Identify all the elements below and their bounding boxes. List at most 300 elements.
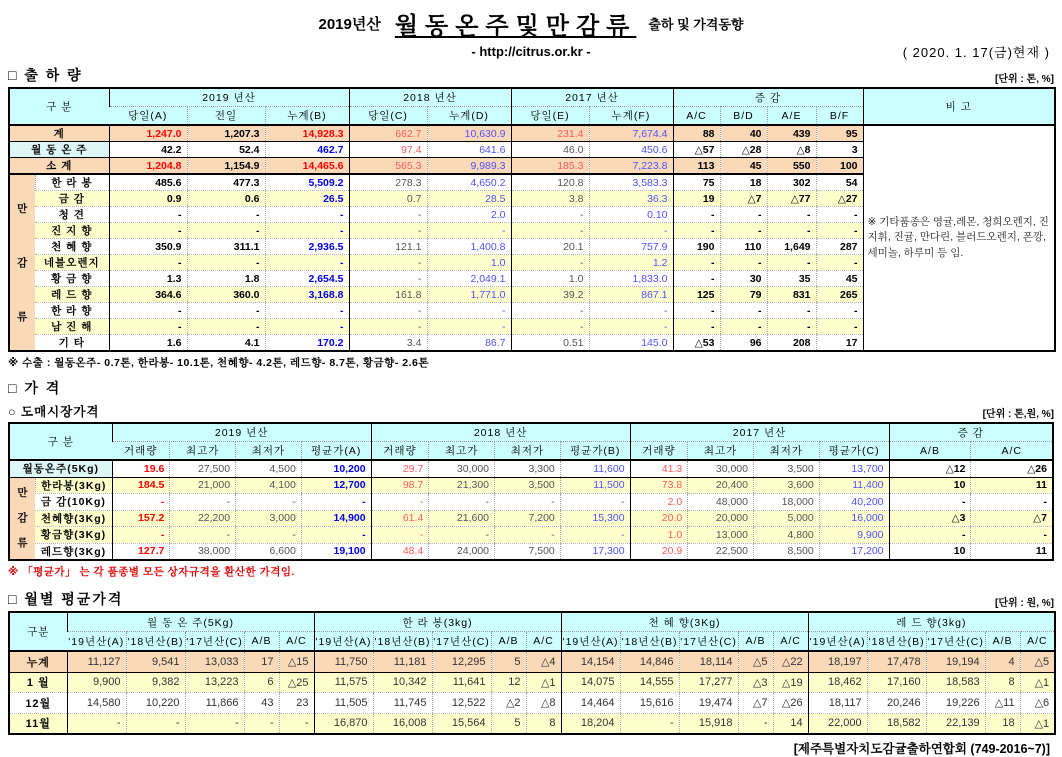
cell: △27: [816, 191, 863, 207]
header-cell: 평균가(B): [560, 442, 630, 461]
header-cell: 거래량: [371, 442, 429, 461]
cell: -: [971, 527, 1053, 544]
cell: 1,204.8: [109, 158, 187, 175]
header-cell: A/C: [1020, 632, 1055, 652]
cell: 11,181: [373, 651, 432, 672]
header-cell: A/C: [279, 632, 314, 652]
cell: 18,117: [808, 693, 867, 714]
cell: 35: [767, 271, 816, 287]
cell: -: [109, 207, 187, 223]
cell: 0.6: [187, 191, 265, 207]
cell: 10,220: [126, 693, 185, 714]
cell: 1.0: [511, 271, 589, 287]
cell: 45: [720, 158, 767, 175]
cell: -: [265, 223, 349, 239]
cell: 157.2: [112, 510, 170, 527]
cell: -: [511, 303, 589, 319]
site-url[interactable]: - http://citrus.or.kr -: [471, 44, 591, 59]
cell: -: [109, 223, 187, 239]
wholesale-price-table: [8, 422, 1054, 561]
cell: 5: [491, 713, 526, 734]
cell: 2,654.5: [265, 271, 349, 287]
monthly-unit-label: [단위 : 원, %]: [995, 598, 1054, 609]
header-cell: '19년산(A): [67, 632, 126, 652]
cell: 3,500: [495, 477, 561, 494]
cell: 19,100: [301, 543, 371, 560]
cell: 9,989.3: [427, 158, 511, 175]
cell: 52.4: [187, 142, 265, 158]
row-label: 레 드 향: [35, 287, 109, 303]
cell: 42.2: [109, 142, 187, 158]
header-cell: '19년산(A): [561, 632, 620, 652]
cell: △1: [1020, 713, 1055, 734]
cell: 22,000: [808, 713, 867, 734]
row-label: 네블오렌지: [35, 255, 109, 271]
cell: 21,000: [170, 477, 236, 494]
cell: -: [816, 303, 863, 319]
cell: 1.6: [109, 335, 187, 352]
cell: 48,000: [688, 494, 754, 511]
cell: 17,160: [867, 672, 926, 693]
header-cell: 최고가: [170, 442, 236, 461]
cell: 3: [816, 142, 863, 158]
row-label: 레드향(3Kg): [35, 543, 112, 560]
row-label: 황금향(3Kg): [35, 527, 112, 544]
header-cell: '17년산(C): [432, 632, 491, 652]
cell: -: [673, 319, 720, 335]
cell: 9,900: [67, 672, 126, 693]
cell: 3.4: [349, 335, 427, 352]
header-cell: 레 드 향(3kg): [808, 612, 1055, 632]
cell: 11: [971, 543, 1053, 560]
header-cell: 누계(F): [589, 107, 673, 126]
cell: 1,247.0: [109, 125, 187, 142]
header-cell: B/D: [720, 107, 767, 126]
cell: -: [185, 713, 244, 734]
shipment-unit-label: [단위 : 톤, %]: [995, 74, 1054, 85]
header-cell: 평균가(A): [301, 442, 371, 461]
cell: 38,000: [170, 543, 236, 560]
cell: △12: [889, 460, 971, 477]
cell: -: [816, 255, 863, 271]
cell: 11,500: [560, 477, 630, 494]
header-cell: 전일: [187, 107, 265, 126]
cell: △8: [526, 693, 561, 714]
header-cell: 최저가: [236, 442, 302, 461]
cell: 30,000: [688, 460, 754, 477]
cell: 86.7: [427, 335, 511, 352]
cell: -: [560, 527, 630, 544]
cell: -: [112, 494, 170, 511]
cell: 18,197: [808, 651, 867, 672]
cell: 18,583: [926, 672, 985, 693]
cell: -: [187, 303, 265, 319]
cell: 439: [767, 125, 816, 142]
cell: 21,300: [429, 477, 495, 494]
cell: 19.6: [112, 460, 170, 477]
cell: 125: [673, 287, 720, 303]
cell: 8,500: [753, 543, 819, 560]
cell: 5,509.2: [265, 174, 349, 191]
header-cell: A/B: [244, 632, 279, 652]
cell: 43: [244, 693, 279, 714]
cell: 14,465.6: [265, 158, 349, 175]
header-cell: '19년산(A): [808, 632, 867, 652]
cell: 10,630.9: [427, 125, 511, 142]
cell: 40: [720, 125, 767, 142]
header-cell: A/B: [491, 632, 526, 652]
cell: 18: [720, 174, 767, 191]
remark-cell: ※ 기타품종은 영귤,레몬, 청희오렌지, 진지휘, 진귤, 만다린, 블러드오렌지, 폰깡,세미놀, 하루미 등 임.: [863, 125, 1055, 351]
header-cell: A/E: [767, 107, 816, 126]
cell: 120.8: [511, 174, 589, 191]
row-label: 소 계: [9, 158, 109, 175]
cell: 13,000: [688, 527, 754, 544]
cell: △7: [971, 510, 1053, 527]
cell: 22,139: [926, 713, 985, 734]
header-cell: '17년산(C): [185, 632, 244, 652]
row-label: 기 타: [35, 335, 109, 352]
cell: 11,750: [314, 651, 373, 672]
cell: 18,582: [867, 713, 926, 734]
cell: 3,600: [753, 477, 819, 494]
cell: 19: [673, 191, 720, 207]
cell: 18,000: [753, 494, 819, 511]
header-cell: 2017 년산: [511, 88, 673, 107]
cell: 4,650.2: [427, 174, 511, 191]
cell: -: [767, 207, 816, 223]
shipment-table: [8, 87, 1056, 352]
cell: △25: [279, 672, 314, 693]
cell: 48.4: [371, 543, 429, 560]
cell: 28.5: [427, 191, 511, 207]
cell: △3: [738, 672, 773, 693]
cell: 7,200: [495, 510, 561, 527]
cell: -: [67, 713, 126, 734]
header-cell: 2018 년산: [371, 423, 630, 442]
cell: 11,641: [432, 672, 491, 693]
cell: -: [187, 207, 265, 223]
cell: 831: [767, 287, 816, 303]
cell: 1.0: [427, 255, 511, 271]
cell: 265: [816, 287, 863, 303]
cell: -: [816, 207, 863, 223]
cell: -: [720, 207, 767, 223]
cell: 2.0: [630, 494, 688, 511]
cell: -: [495, 527, 561, 544]
row-label: 남 진 해: [35, 319, 109, 335]
cell: 20,400: [688, 477, 754, 494]
cell: 14,846: [620, 651, 679, 672]
cell: 12,295: [432, 651, 491, 672]
cell: 11,127: [67, 651, 126, 672]
cell: 1.3: [109, 271, 187, 287]
cell: 10: [889, 477, 971, 494]
header-cell: '18년산(B): [867, 632, 926, 652]
cell: 9,900: [819, 527, 889, 544]
cell: 3,300: [495, 460, 561, 477]
header-cell: '18년산(B): [126, 632, 185, 652]
cell: -: [511, 319, 589, 335]
cell: -: [767, 319, 816, 335]
cell: 46.0: [511, 142, 589, 158]
cell: 350.9: [109, 239, 187, 255]
cell: △19: [773, 672, 808, 693]
cell: 95: [816, 125, 863, 142]
cell: -: [495, 494, 561, 511]
cell: -: [720, 319, 767, 335]
avg-price-note: ※ 「평균가」 는 각 품종별 모든 상자규격을 환산한 가격임.: [8, 566, 295, 578]
cell: 14,928.3: [265, 125, 349, 142]
cell: △1: [526, 672, 561, 693]
title-main: 월동온주및만감류: [394, 12, 637, 40]
cell: 4,800: [753, 527, 819, 544]
cell: -: [265, 319, 349, 335]
row-label: 한 라 봉: [35, 174, 109, 191]
cell: △8: [767, 142, 816, 158]
cell: 3,583.3: [589, 174, 673, 191]
cell: 11: [971, 477, 1053, 494]
header-cell: '19년산(A): [314, 632, 373, 652]
cell: △53: [673, 335, 720, 352]
cell: 462.7: [265, 142, 349, 158]
cell: -: [720, 223, 767, 239]
cell: 20.0: [630, 510, 688, 527]
cell: -: [427, 223, 511, 239]
cell: 17: [816, 335, 863, 352]
cell: -: [112, 527, 170, 544]
cell: 4,100: [236, 477, 302, 494]
cell: △15: [279, 651, 314, 672]
cell: -: [427, 303, 511, 319]
header-cell: 2019 년산: [112, 423, 371, 442]
cell: -: [265, 207, 349, 223]
cell: 15,918: [679, 713, 738, 734]
header-cell: 최고가: [429, 442, 495, 461]
header-cell: 거래량: [112, 442, 170, 461]
cell: 19,474: [679, 693, 738, 714]
cell: 18: [985, 713, 1020, 734]
header-cell: 월 동 온 주(5Kg): [67, 612, 314, 632]
header-cell: 한 라 봉(3kg): [314, 612, 561, 632]
cell: △7: [720, 191, 767, 207]
cell: 11,400: [819, 477, 889, 494]
cell: 61.4: [371, 510, 429, 527]
footer-org: [제주특별자치도감귤출하연합회 (749-2016~7)]: [793, 742, 1050, 756]
cell: 19,226: [926, 693, 985, 714]
cell: -: [244, 713, 279, 734]
cell: 15,616: [620, 693, 679, 714]
header-cell: B/F: [816, 107, 863, 126]
cell: 17,300: [560, 543, 630, 560]
cell: -: [427, 319, 511, 335]
export-note: ※ 수출 : 월동온주- 0.7톤, 한라봉- 10.1톤, 천혜향- 4.2톤, 레드향- 8.7톤, 황금향- 2.6톤: [8, 357, 429, 369]
cell: -: [279, 713, 314, 734]
cell: 17: [244, 651, 279, 672]
cell: 2,049.1: [427, 271, 511, 287]
cell: △6: [1020, 693, 1055, 714]
cell: 662.7: [349, 125, 427, 142]
row-label: 한 라 향: [35, 303, 109, 319]
cell: 0.51: [511, 335, 589, 352]
cell: 10,342: [373, 672, 432, 693]
cell: 73.8: [630, 477, 688, 494]
cell: 145.0: [589, 335, 673, 352]
header-cell: 2018 년산: [349, 88, 511, 107]
header-cell: 최고가: [688, 442, 754, 461]
row-label: 한라봉(3Kg): [35, 477, 112, 494]
title-year: 2019년산: [318, 16, 381, 33]
cell: 10: [889, 543, 971, 560]
header-cell: 증 감: [889, 423, 1053, 442]
header-cell: 평균가(C): [819, 442, 889, 461]
cell: 1,207.3: [187, 125, 265, 142]
header-cell: A/B: [738, 632, 773, 652]
header-cell: 최저가: [495, 442, 561, 461]
cell: 185.3: [511, 158, 589, 175]
cell: 8: [526, 713, 561, 734]
cell: -: [349, 223, 427, 239]
cell: 0.7: [349, 191, 427, 207]
cell: 16,000: [819, 510, 889, 527]
monthly-average-price-table: [8, 611, 1056, 735]
header-cell: 구 분: [9, 88, 109, 125]
cell: 2,936.5: [265, 239, 349, 255]
row-label: 누계: [9, 651, 67, 672]
cell: 7,223.8: [589, 158, 673, 175]
cell: -: [673, 271, 720, 287]
cell: 550: [767, 158, 816, 175]
header-cell: 천 혜 향(3Kg): [561, 612, 808, 632]
cell: 18,114: [679, 651, 738, 672]
title-subtitle: 출하 및 가격동향: [648, 17, 744, 32]
cell: -: [349, 207, 427, 223]
cell: 4.1: [187, 335, 265, 352]
row-label: 계: [9, 125, 109, 142]
cell: -: [673, 223, 720, 239]
cell: 5: [491, 651, 526, 672]
cell: -: [971, 494, 1053, 511]
cell: 9,541: [126, 651, 185, 672]
cell: -: [265, 255, 349, 271]
row-label: 금 감(10Kg): [35, 494, 112, 511]
cell: 40,200: [819, 494, 889, 511]
cell: -: [767, 255, 816, 271]
cell: -: [511, 207, 589, 223]
cell: 278.3: [349, 174, 427, 191]
cell: △4: [526, 651, 561, 672]
row-label: 1 월: [9, 672, 67, 693]
cell: 9,382: [126, 672, 185, 693]
cell: 88: [673, 125, 720, 142]
row-label: 황 금 향: [35, 271, 109, 287]
cell: 3,500: [753, 460, 819, 477]
row-label: 청 견: [35, 207, 109, 223]
cell: 0.10: [589, 207, 673, 223]
cell: △28: [720, 142, 767, 158]
cell: △3: [889, 510, 971, 527]
cell: -: [170, 527, 236, 544]
cell: 14: [773, 713, 808, 734]
cell: 477.3: [187, 174, 265, 191]
header-cell: 2019 년산: [109, 88, 349, 107]
cell: 16,870: [314, 713, 373, 734]
cell: 11,600: [560, 460, 630, 477]
row-label: 월 동 온 주: [9, 142, 109, 158]
header-cell: 당일(A): [109, 107, 187, 126]
row-label: 11월: [9, 713, 67, 734]
cell: -: [349, 271, 427, 287]
cell: 1.2: [589, 255, 673, 271]
cell: 24,000: [429, 543, 495, 560]
cell: 14,555: [620, 672, 679, 693]
cell: 231.4: [511, 125, 589, 142]
cell: -: [673, 303, 720, 319]
cell: -: [109, 303, 187, 319]
header-cell: 당일(C): [349, 107, 427, 126]
cell: 14,464: [561, 693, 620, 714]
cell: 121.1: [349, 239, 427, 255]
header-cell: A/C: [526, 632, 561, 652]
cell: 1,833.0: [589, 271, 673, 287]
cell: △26: [773, 693, 808, 714]
cell: 97.4: [349, 142, 427, 158]
cell: 757.9: [589, 239, 673, 255]
cell: 170.2: [265, 335, 349, 352]
cell: 110: [720, 239, 767, 255]
cell: △5: [738, 651, 773, 672]
cell: 16,008: [373, 713, 432, 734]
cell: -: [889, 494, 971, 511]
cell: △7: [738, 693, 773, 714]
header-cell: 구분: [9, 612, 67, 651]
cell: 15,300: [560, 510, 630, 527]
cell: -: [349, 319, 427, 335]
cell: 1,400.8: [427, 239, 511, 255]
cell: 13,033: [185, 651, 244, 672]
cell: 0.9: [109, 191, 187, 207]
cell: 96: [720, 335, 767, 352]
header-cell: 누계(D): [427, 107, 511, 126]
cell: 3,168.8: [265, 287, 349, 303]
cell: 161.8: [349, 287, 427, 303]
cell: 3.8: [511, 191, 589, 207]
cell: -: [371, 527, 429, 544]
cell: 41.3: [630, 460, 688, 477]
cell: -: [816, 319, 863, 335]
cell: 19,194: [926, 651, 985, 672]
header-cell: A/B: [985, 632, 1020, 652]
header-cell: '18년산(B): [620, 632, 679, 652]
cell: 1.0: [630, 527, 688, 544]
cell: 18,204: [561, 713, 620, 734]
header-cell: 증 감: [673, 88, 863, 107]
row-label: 월동온주(5Kg): [9, 460, 112, 477]
cell: 10,200: [301, 460, 371, 477]
header-cell: 최저가: [753, 442, 819, 461]
header-cell: '17년산(C): [926, 632, 985, 652]
cell: 75: [673, 174, 720, 191]
cell: △1: [1020, 672, 1055, 693]
cell: 30,000: [429, 460, 495, 477]
cell: 20.9: [630, 543, 688, 560]
cell: -: [511, 255, 589, 271]
cell: -: [720, 303, 767, 319]
cell: 17,277: [679, 672, 738, 693]
cell: -: [429, 527, 495, 544]
cell: 6,600: [236, 543, 302, 560]
cell: -: [589, 303, 673, 319]
